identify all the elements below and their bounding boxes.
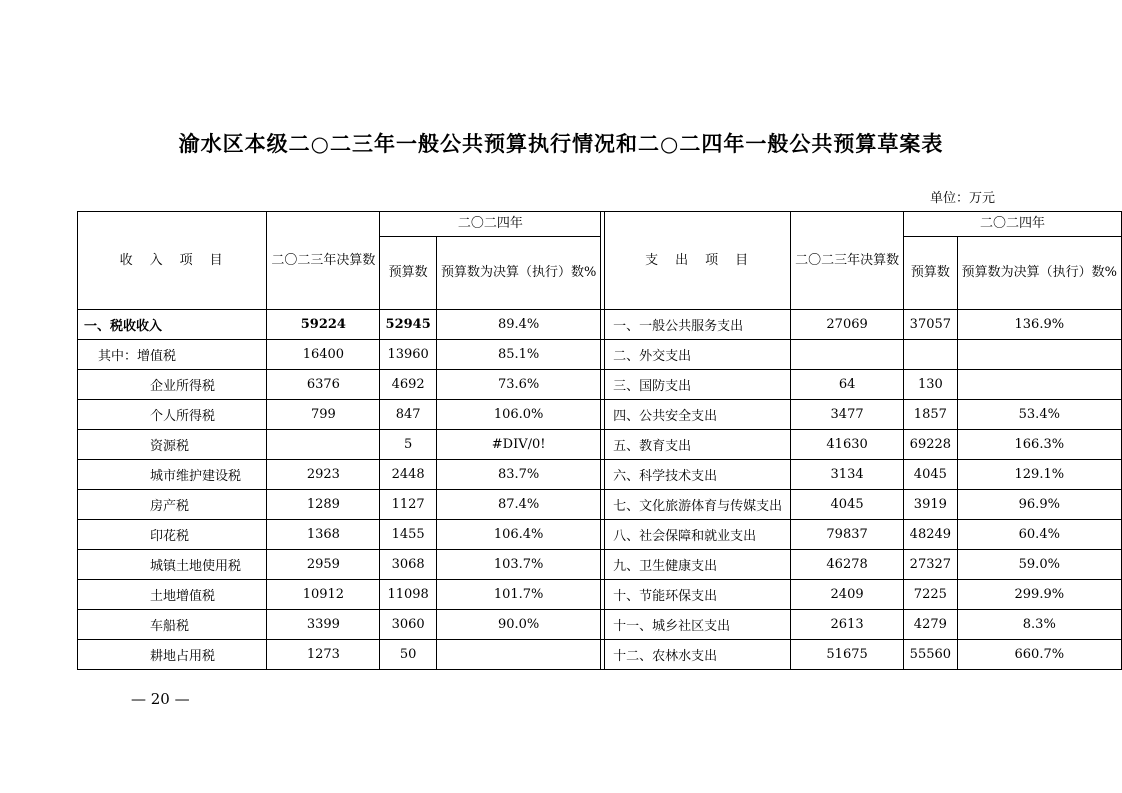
- table-row: [78, 520, 1122, 550]
- revenue-item-cell: 一、税收收入: [78, 310, 267, 340]
- revenue-ratio-cell: 89.4%: [436, 310, 600, 340]
- revenue-ratio-cell: 83.7%: [436, 460, 600, 490]
- revenue-item-cell: 印花税: [78, 520, 267, 550]
- revenue-ratio-cell: 87.4%: [436, 490, 600, 520]
- header-budget-right: 预算数: [904, 237, 958, 310]
- expense-item-cell: 十二、农林水支出: [605, 640, 791, 670]
- expense-budget-cell: 130: [904, 370, 958, 400]
- header-row-1: [78, 212, 1122, 237]
- revenue-2023-cell: 1368: [267, 520, 380, 550]
- revenue-item-cell: 个人所得税: [78, 400, 267, 430]
- table-row: [78, 310, 1122, 340]
- expense-item-cell: 十、节能环保支出: [605, 580, 791, 610]
- expense-ratio-cell: 299.9%: [957, 580, 1121, 610]
- expense-ratio-cell: [957, 340, 1121, 370]
- expense-2023-cell: 51675: [791, 640, 904, 670]
- expense-ratio-cell: 60.4%: [957, 520, 1121, 550]
- revenue-2023-cell: 6376: [267, 370, 380, 400]
- revenue-budget-cell: 1455: [380, 520, 437, 550]
- page-title: 渝水区本级二○二三年一般公共预算执行情况和二○二四年一般公共预算草案表: [178, 132, 944, 156]
- expense-ratio-cell: 96.9%: [957, 490, 1121, 520]
- expense-2023-cell: 41630: [791, 430, 904, 460]
- expense-budget-cell: 55560: [904, 640, 958, 670]
- revenue-ratio-cell: 90.0%: [436, 610, 600, 640]
- revenue-2023-cell: 59224: [267, 310, 380, 340]
- revenue-budget-cell: 1127: [380, 490, 437, 520]
- revenue-ratio-cell: 85.1%: [436, 340, 600, 370]
- expense-item-cell: 七、文化旅游体育与传媒支出: [605, 490, 791, 520]
- revenue-ratio-cell: 101.7%: [436, 580, 600, 610]
- revenue-item-cell: 土地增值税: [78, 580, 267, 610]
- revenue-ratio-cell: [436, 640, 600, 670]
- header-2024-right: 二〇二四年: [904, 212, 1122, 237]
- expense-ratio-cell: 660.7%: [957, 640, 1121, 670]
- expense-2023-cell: 2613: [791, 610, 904, 640]
- table-row: [78, 400, 1122, 430]
- header-revenue-item: 收 入 项 目: [78, 212, 267, 310]
- revenue-item-cell: 资源税: [78, 430, 267, 460]
- header-revenue-2023: 二〇二三年决算数: [267, 212, 380, 310]
- revenue-budget-cell: 5: [380, 430, 437, 460]
- budget-table: [77, 211, 1122, 670]
- revenue-2023-cell: 1289: [267, 490, 380, 520]
- expense-budget-cell: 7225: [904, 580, 958, 610]
- expense-budget-cell: 1857: [904, 400, 958, 430]
- revenue-ratio-cell: 106.4%: [436, 520, 600, 550]
- revenue-2023-cell: 1273: [267, 640, 380, 670]
- revenue-budget-cell: 3068: [380, 550, 437, 580]
- revenue-item-cell: 房产税: [78, 490, 267, 520]
- expense-2023-cell: [791, 340, 904, 370]
- revenue-budget-cell: 847: [380, 400, 437, 430]
- revenue-2023-cell: 16400: [267, 340, 380, 370]
- header-expense-2023: 二〇二三年决算数: [791, 212, 904, 310]
- expense-item-cell: 八、社会保障和就业支出: [605, 520, 791, 550]
- revenue-budget-cell: 50: [380, 640, 437, 670]
- revenue-ratio-cell: 103.7%: [436, 550, 600, 580]
- expense-2023-cell: 4045: [791, 490, 904, 520]
- expense-budget-cell: 69228: [904, 430, 958, 460]
- expense-ratio-cell: 136.9%: [957, 310, 1121, 340]
- revenue-2023-cell: 799: [267, 400, 380, 430]
- revenue-budget-cell: 11098: [380, 580, 437, 610]
- header-budget-left: 预算数: [380, 237, 437, 310]
- revenue-ratio-cell: #DIV/0!: [436, 430, 600, 460]
- expense-budget-cell: 4045: [904, 460, 958, 490]
- table-row: [78, 580, 1122, 610]
- revenue-item-cell: 城市维护建设税: [78, 460, 267, 490]
- table-row: [78, 460, 1122, 490]
- revenue-item-cell: 耕地占用税: [78, 640, 267, 670]
- revenue-budget-cell: 13960: [380, 340, 437, 370]
- expense-ratio-cell: 8.3%: [957, 610, 1121, 640]
- expense-ratio-cell: 53.4%: [957, 400, 1121, 430]
- revenue-2023-cell: 2959: [267, 550, 380, 580]
- expense-budget-cell: 3919: [904, 490, 958, 520]
- expense-ratio-cell: 166.3%: [957, 430, 1121, 460]
- revenue-2023-cell: [267, 430, 380, 460]
- revenue-ratio-cell: 73.6%: [436, 370, 600, 400]
- revenue-item-cell: 车船税: [78, 610, 267, 640]
- table-row: [78, 340, 1122, 370]
- expense-2023-cell: 46278: [791, 550, 904, 580]
- expense-budget-cell: 27327: [904, 550, 958, 580]
- revenue-budget-cell: 2448: [380, 460, 437, 490]
- expense-item-cell: 一、一般公共服务支出: [605, 310, 791, 340]
- expense-2023-cell: 64: [791, 370, 904, 400]
- expense-ratio-cell: [957, 370, 1121, 400]
- expense-2023-cell: 3477: [791, 400, 904, 430]
- expense-2023-cell: 27069: [791, 310, 904, 340]
- revenue-item-cell: 其中：增值税: [78, 340, 267, 370]
- expense-2023-cell: 79837: [791, 520, 904, 550]
- revenue-budget-cell: 3060: [380, 610, 437, 640]
- header-ratio-left: 预算数为决算（执行）数%: [436, 237, 600, 310]
- expense-budget-cell: 48249: [904, 520, 958, 550]
- table-row: [78, 610, 1122, 640]
- revenue-budget-cell: 4692: [380, 370, 437, 400]
- expense-budget-cell: [904, 340, 958, 370]
- expense-item-cell: 六、科学技术支出: [605, 460, 791, 490]
- header-expense-item: 支 出 项 目: [605, 212, 791, 310]
- table-row: [78, 550, 1122, 580]
- page-number: — 20 —: [131, 690, 190, 708]
- revenue-2023-cell: 10912: [267, 580, 380, 610]
- revenue-ratio-cell: 106.0%: [436, 400, 600, 430]
- revenue-budget-cell: 52945: [380, 310, 437, 340]
- expense-item-cell: 十一、城乡社区支出: [605, 610, 791, 640]
- revenue-2023-cell: 3399: [267, 610, 380, 640]
- expense-item-cell: 二、外交支出: [605, 340, 791, 370]
- unit-label: 单位：万元: [930, 191, 996, 206]
- revenue-2023-cell: 2923: [267, 460, 380, 490]
- expense-budget-cell: 4279: [904, 610, 958, 640]
- header-2024-left: 二〇二四年: [380, 212, 601, 237]
- expense-item-cell: 三、国防支出: [605, 370, 791, 400]
- expense-budget-cell: 37057: [904, 310, 958, 340]
- revenue-item-cell: 城镇土地使用税: [78, 550, 267, 580]
- expense-2023-cell: 2409: [791, 580, 904, 610]
- expense-2023-cell: 3134: [791, 460, 904, 490]
- table-row: [78, 370, 1122, 400]
- expense-item-cell: 九、卫生健康支出: [605, 550, 791, 580]
- table-row: [78, 640, 1122, 670]
- expense-item-cell: 四、公共安全支出: [605, 400, 791, 430]
- expense-item-cell: 五、教育支出: [605, 430, 791, 460]
- table-row: [78, 430, 1122, 460]
- revenue-item-cell: 企业所得税: [78, 370, 267, 400]
- expense-ratio-cell: 129.1%: [957, 460, 1121, 490]
- expense-ratio-cell: 59.0%: [957, 550, 1121, 580]
- header-ratio-right: 预算数为决算（执行）数%: [957, 237, 1121, 310]
- table-row: [78, 490, 1122, 520]
